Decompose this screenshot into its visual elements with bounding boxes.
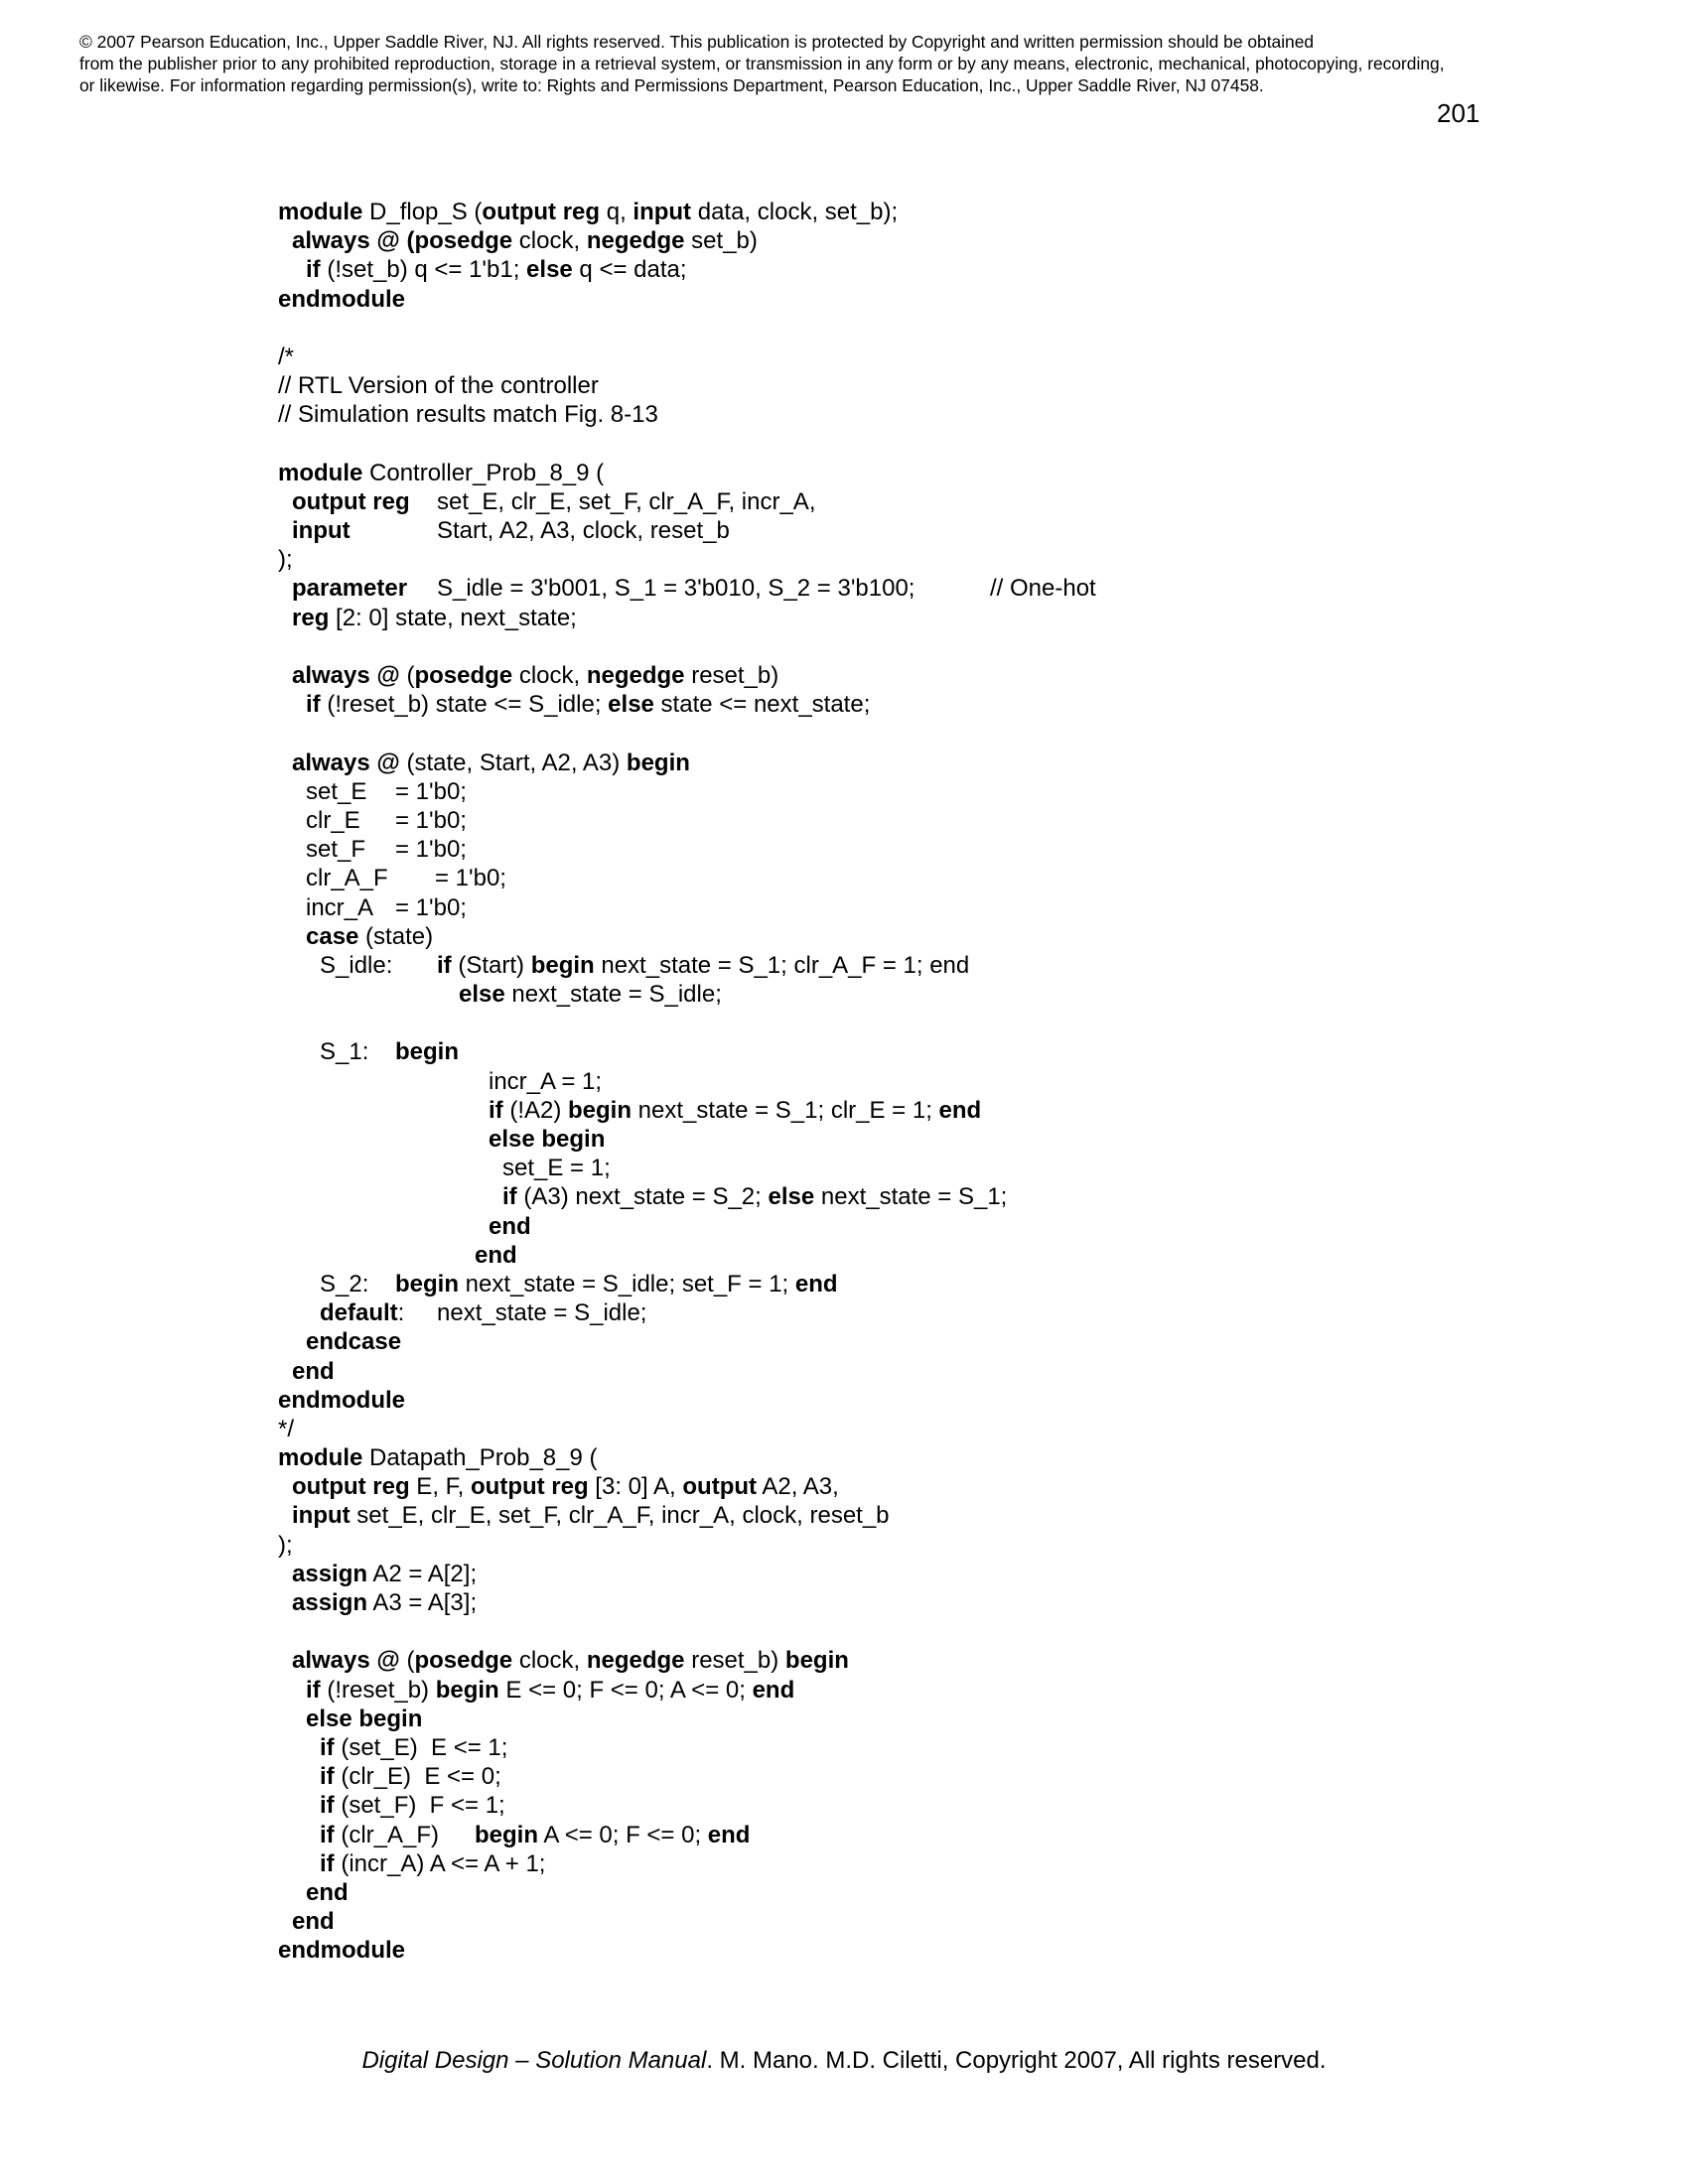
code-segment	[292, 1560, 477, 1588]
code-text: next_state = S_idle; set_F = 1;	[459, 1270, 795, 1297]
code-keyword: else	[459, 981, 505, 1009]
code-text: (clr_E) E <= 0;	[334, 1763, 501, 1791]
code-segment	[278, 342, 294, 371]
code-segment	[278, 1936, 405, 1965]
code-text: clock,	[512, 227, 587, 255]
code-segment	[395, 777, 467, 806]
code-keyword: module	[278, 459, 363, 486]
code-segment	[395, 1270, 838, 1298]
code-keyword: begin	[395, 1038, 459, 1066]
code-keyword: if	[306, 256, 321, 284]
code-text: set_F	[306, 836, 366, 864]
code-keyword: output reg	[471, 1473, 589, 1501]
code-keyword: begin	[395, 1270, 459, 1297]
code-segment	[292, 604, 577, 632]
code-text: (set_E) E <= 1;	[334, 1733, 508, 1761]
code-keyword: begin	[626, 749, 690, 776]
copyright-line: or likewise. For information regarding permission(s), write to: Rights and Permissions Department, Pearson Education, Inc., Upper Saddle River, NJ 07458.	[79, 75, 1264, 95]
code-text: );	[278, 546, 293, 574]
code-text: = 1'b0;	[435, 865, 506, 892]
code-text: clock,	[512, 662, 587, 689]
code-text: incr_A	[306, 893, 374, 921]
code-segment	[278, 545, 293, 574]
code-segment	[306, 690, 870, 719]
code-text: (incr_A) A <= A + 1;	[334, 1849, 546, 1877]
code-keyword: if	[320, 1733, 335, 1761]
code-segment	[306, 1878, 349, 1907]
code-segment	[489, 1096, 981, 1125]
code-segment	[306, 864, 388, 892]
code-segment	[990, 574, 1096, 603]
code-segment	[437, 516, 730, 545]
code-keyword: end	[707, 1821, 751, 1848]
code-segment	[320, 1037, 368, 1066]
code-text: D_flop_S (	[362, 199, 483, 225]
code-segment	[292, 749, 690, 777]
code-text: Datapath_Prob_8_9 (	[362, 1444, 598, 1472]
code-segment	[306, 1705, 422, 1733]
code-segment	[320, 1733, 507, 1762]
code-segment	[306, 806, 360, 835]
code-segment	[292, 1646, 849, 1675]
code-segment	[395, 893, 467, 922]
code-text: S_idle = 3'b001, S_1 = 3'b010, S_2 = 3'b100;	[437, 575, 915, 603]
code-segment	[278, 1415, 294, 1443]
code-keyword: negedge	[586, 227, 685, 255]
code-text: = 1'b0;	[395, 806, 467, 834]
code-text: state <= next_state;	[653, 691, 871, 719]
code-keyword: else	[608, 691, 654, 719]
code-segment	[292, 661, 778, 690]
code-text: = 1'b0;	[395, 893, 467, 921]
code-text: next_state = S_1;	[814, 1183, 1008, 1211]
code-keyword: end	[292, 1908, 335, 1936]
code-segment	[395, 1037, 459, 1066]
code-text: (Start)	[451, 951, 531, 979]
code-segment	[437, 487, 815, 516]
code-keyword: reg	[292, 604, 330, 631]
code-keyword: end	[489, 1212, 531, 1240]
code-text: (!A2)	[502, 1096, 569, 1124]
code-keyword: input	[292, 517, 351, 545]
code-text: E <= 0; F <= 0; A <= 0;	[498, 1676, 753, 1704]
code-text: // One-hot	[990, 575, 1096, 603]
code-text: (!reset_b) state <= S_idle;	[320, 691, 609, 719]
code-text: [2: 0] state, next_state;	[329, 604, 577, 631]
code-keyword: parameter	[292, 575, 408, 603]
code-segment	[292, 1501, 890, 1530]
code-text: clr_E	[306, 806, 360, 834]
code-text: A2 = A[2];	[367, 1560, 478, 1587]
copyright-line: © 2007 Pearson Education, Inc., Upper Saddle River, NJ. All rights reserved. This publication is protected by Copyright and written permission should be obtained	[79, 32, 1315, 52]
code-segment	[278, 1386, 405, 1415]
code-text: set_b)	[684, 227, 758, 255]
code-keyword: begin	[475, 1821, 538, 1848]
code-text: next_state = S_idle;	[437, 1299, 647, 1327]
code-text: (!set_b) q <= 1'b1;	[320, 256, 527, 284]
code-segment	[320, 1762, 501, 1791]
code-text: A <= 0; F <= 0;	[538, 1821, 708, 1848]
code-keyword: if	[489, 1096, 503, 1124]
code-segment	[306, 1676, 794, 1705]
code-segment	[278, 1531, 293, 1560]
code-text: set_E = 1;	[502, 1155, 611, 1182]
code-keyword: if	[320, 1849, 335, 1877]
code-segment	[320, 1791, 505, 1820]
code-text: data, clock, set_b);	[691, 199, 899, 225]
code-segment	[489, 1067, 602, 1096]
code-text: // Simulation results match Fig. 8-13	[278, 401, 658, 429]
code-keyword: begin	[435, 1676, 499, 1704]
code-text: set_E, clr_E, set_F, clr_A_F, incr_A, clock, reset_b	[350, 1502, 890, 1530]
code-segment	[437, 1298, 646, 1327]
code-text: (state, Start, A2, A3)	[399, 749, 627, 776]
code-keyword: if	[502, 1183, 517, 1211]
code-keyword: endcase	[306, 1328, 402, 1356]
code-segment	[437, 951, 969, 980]
code-keyword: always @ (posedge	[292, 227, 513, 255]
copyright-notice	[79, 31, 1628, 96]
code-segment	[278, 1443, 598, 1472]
code-text: /*	[278, 342, 295, 370]
code-keyword: negedge	[586, 662, 685, 689]
footer-credits: . M. Mano. M.D. Ciletti, Copyright 2007, All rights reserved.	[706, 2047, 1327, 2074]
copyright-line: from the publisher prior to any prohibited reproduction, storage in a retrieval system, or transmission in any form or by any means, electronic, mechanical, photocopying, recording,	[79, 54, 1445, 73]
code-keyword: default	[320, 1299, 398, 1327]
code-segment	[306, 1327, 401, 1356]
code-keyword: end	[794, 1270, 838, 1297]
code-keyword: else	[526, 256, 573, 284]
code-keyword: endmodule	[278, 1386, 406, 1414]
code-text: (	[399, 662, 415, 689]
code-segment	[306, 922, 433, 951]
code-text: set_E	[306, 777, 367, 805]
code-keyword: end	[475, 1241, 517, 1269]
page-number: 201	[1437, 98, 1480, 128]
code-text: S_2:	[320, 1270, 369, 1297]
code-keyword: output reg	[482, 199, 601, 225]
code-keyword: begin	[784, 1647, 849, 1675]
code-keyword: module	[278, 199, 363, 225]
code-segment	[292, 1588, 477, 1617]
code-segment	[320, 1298, 404, 1327]
code-segment	[395, 835, 467, 864]
book-title: Digital Design – Solution Manual	[361, 2047, 707, 2074]
code-keyword: if	[306, 691, 321, 719]
code-segment	[395, 806, 467, 835]
code-keyword: if	[320, 1792, 335, 1820]
code-text: (A3) next_state = S_2;	[516, 1183, 769, 1211]
code-keyword: end	[292, 1357, 335, 1385]
code-keyword: if	[437, 951, 452, 979]
code-keyword: if	[320, 1821, 335, 1848]
code-text: :	[397, 1299, 405, 1327]
code-segment	[292, 226, 758, 255]
code-segment	[475, 1821, 750, 1849]
code-text: = 1'b0;	[395, 836, 467, 864]
code-segment	[292, 1357, 335, 1386]
code-keyword: if	[306, 1676, 321, 1704]
code-segment	[278, 400, 658, 429]
code-keyword: output reg	[292, 487, 410, 515]
code-text: q,	[600, 199, 633, 225]
code-segment	[306, 835, 365, 864]
code-segment	[306, 255, 687, 284]
code-keyword: assign	[292, 1589, 368, 1616]
code-segment	[278, 371, 599, 400]
code-text: [3: 0] A,	[588, 1473, 683, 1501]
code-keyword: input	[633, 199, 692, 225]
code-segment	[292, 487, 410, 516]
code-text: (	[399, 1647, 415, 1675]
code-text: */	[278, 1415, 295, 1442]
code-segment	[292, 1907, 335, 1936]
code-segment	[278, 198, 898, 226]
code-keyword: else begin	[306, 1705, 423, 1732]
code-keyword: endmodule	[278, 1937, 406, 1965]
code-keyword: module	[278, 1444, 363, 1472]
code-text: next_state = S_1; clr_E = 1;	[632, 1096, 939, 1124]
code-keyword: posedge	[414, 662, 513, 689]
code-keyword: end	[938, 1096, 982, 1124]
code-text: incr_A = 1;	[489, 1067, 603, 1095]
code-segment	[502, 1182, 1007, 1211]
code-keyword: begin	[530, 951, 595, 979]
code-keyword: output reg	[292, 1473, 410, 1501]
code-keyword: negedge	[586, 1647, 685, 1675]
code-text: (!reset_b)	[320, 1676, 436, 1704]
code-segment	[475, 1241, 517, 1270]
code-text: Controller_Prob_8_9 (	[362, 459, 605, 486]
code-segment	[292, 574, 407, 603]
code-keyword: else begin	[489, 1126, 606, 1153]
code-text: );	[278, 1531, 293, 1559]
code-keyword: always @	[292, 662, 400, 689]
code-keyword: output	[682, 1473, 757, 1501]
code-segment	[489, 1125, 605, 1154]
code-segment	[292, 1472, 839, 1501]
code-keyword: always @	[292, 1647, 400, 1675]
code-keyword: begin	[568, 1096, 633, 1124]
code-text: E, F,	[409, 1473, 471, 1501]
page-footer	[0, 2046, 1688, 2076]
code-text: reset_b)	[684, 662, 779, 689]
code-segment	[292, 516, 351, 545]
code-text: (clr_A_F)	[334, 1821, 440, 1848]
code-segment	[320, 1270, 368, 1298]
code-segment	[435, 864, 506, 892]
code-keyword: assign	[292, 1560, 368, 1587]
code-text: Start, A2, A3, clock, reset_b	[437, 517, 730, 545]
code-text: (set_F) F <= 1;	[334, 1792, 505, 1820]
code-text: next_state = S_idle;	[504, 981, 722, 1009]
code-segment	[306, 777, 366, 806]
code-text: S_1:	[320, 1038, 369, 1066]
code-segment	[278, 459, 604, 487]
code-text: A3 = A[3];	[367, 1589, 478, 1616]
code-keyword: end	[752, 1676, 795, 1704]
code-text: (state)	[358, 922, 434, 950]
code-keyword: end	[306, 1878, 349, 1906]
code-segment	[502, 1154, 611, 1182]
code-segment	[489, 1212, 531, 1241]
code-segment	[278, 285, 405, 314]
code-keyword: if	[320, 1763, 335, 1791]
code-text: set_E, clr_E, set_F, clr_A_F, incr_A,	[437, 487, 816, 515]
code-keyword: else	[768, 1183, 815, 1211]
code-keyword: input	[292, 1502, 351, 1530]
code-text: A2, A3,	[757, 1473, 839, 1501]
code-segment	[437, 574, 914, 603]
code-keyword: always @	[292, 749, 400, 776]
code-text: clr_A_F	[306, 865, 388, 892]
code-text: clock,	[512, 1647, 587, 1675]
code-segment	[320, 951, 392, 980]
code-text: next_state = S_1; clr_A_F = 1; end	[594, 951, 970, 979]
code-text: = 1'b0;	[395, 777, 467, 805]
code-keyword: case	[306, 922, 359, 950]
code-segment	[459, 980, 722, 1009]
code-keyword: posedge	[414, 1647, 513, 1675]
code-text: S_idle:	[320, 951, 393, 979]
code-text: // RTL Version of the controller	[278, 372, 599, 400]
code-keyword: endmodule	[278, 285, 406, 313]
code-segment	[320, 1849, 545, 1878]
code-segment	[306, 893, 373, 922]
code-text: q <= data;	[572, 256, 687, 284]
code-segment	[320, 1821, 439, 1849]
code-text: reset_b)	[684, 1647, 785, 1675]
